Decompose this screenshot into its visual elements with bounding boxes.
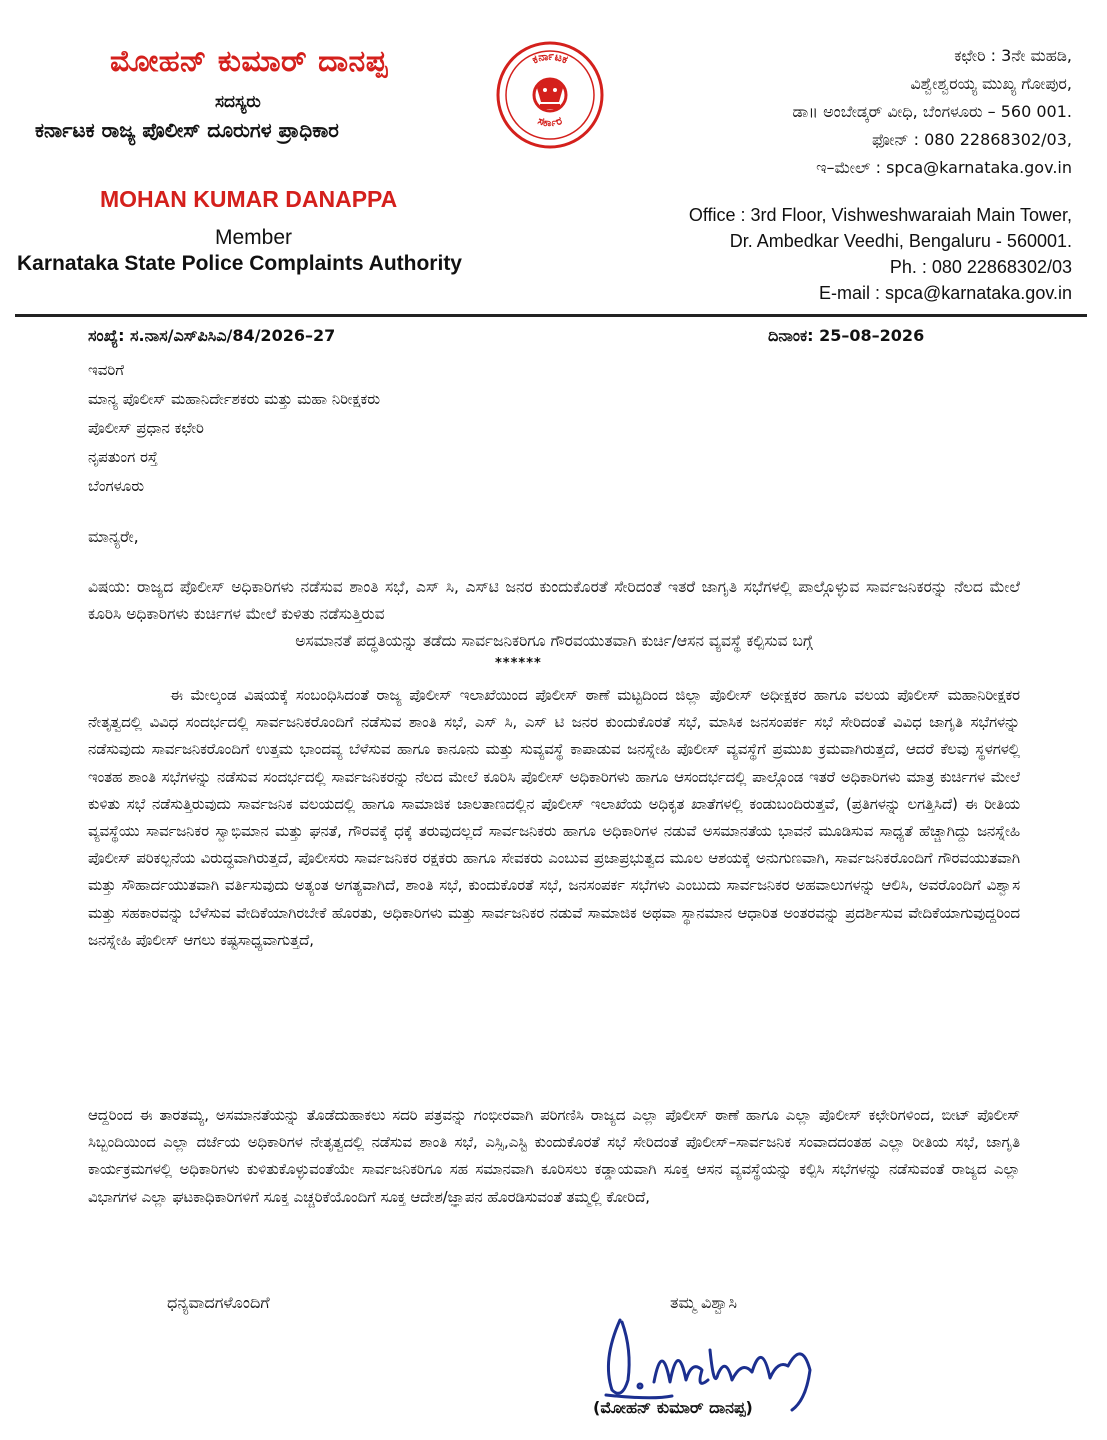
reference-number: ಸಂಖ್ಯೆ: ಸ.ನಾಸ/ಎಸ್‌ಪಿಸಿಎ/84/2026–27: [88, 326, 336, 345]
salutation: ಮಾನ್ಯರೇ,: [88, 527, 139, 546]
body-paragraph-2: ಆದ್ದರಿಂದ ಈ ತಾರತಮ್ಯ, ಅಸಮಾನತೆಯನ್ನು ತೊಡೆದುಹಾಕಲು ಸದರಿ ಪತ್ರವನ್ನು ಗಂಭೀರವಾಗಿ ಪರಿಗಣಿಸಿ ರಾಜ್ಯದ ಎಲ್ಲಾ ಪೊಲೀಸ್ ಠಾಣೆ ಹಾಗೂ ಎಲ್ಲಾ ಪೊಲೀಸ್ ಕಛೇರಿಗಳಿಂದ, ಬೀಟ್ ಪೊಲೀಸ್ ಸಿಬ್ಬಂದಿಯಿಂದ ಎಲ್ಲಾ ದರ್ಜೆಯ ಅಧಿಕಾರಿಗಳ ನೇತೃತ್ವದಲ್ಲಿ ನಡೆಸುವ ಶಾಂತಿ ಸಭೆ, ಎಸ್ಸಿ,ಎಸ್ಟಿ ಕುಂದುಕೊರತೆ ಸಭೆ ಸೇರಿದಂತೆ ಪೊಲೀಸ್–ಸಾರ್ವಜನಿಕ ಸಂವಾದದಂತಹ ಎಲ್ಲಾ ರೀತಿಯ ಸಭೆ, ಜಾಗೃತಿ ಕಾರ್ಯಕ್ರಮಗಳಲ್ಲಿ ಅಧಿಕಾರಿಗಳು ಕುಳಿತುಕೊಳ್ಳುವಂತೆಯೇ ಸಾರ್ವಜನಿಕರಿಗೂ ಸಹ ಸಮಾನವಾಗಿ ಕೂರಿಸಲು ಕಡ್ಡಾಯವಾಗಿ ಸೂಕ್ತ ಆಸನ ವ್ಯವಸ್ಥೆಯನ್ನು ಕಲ್ಪಿಸಿ ಸಭೆಗಳನ್ನು ನಡೆಸುವಂತೆ ರಾಜ್ಯದ ಎಲ್ಲಾ ವಿಭಾಗಗಳ ಎಲ್ಲಾ ಘಟಕಾಧಿಕಾರಿಗಳಿಗೆ ಸೂಕ್ತ ಎಚ್ಚರಿಕೆಯೊಂದಿಗೆ ಸೂಕ್ತ ಆದೇಶ/ಜ್ಞಾಪನ ಹೊರಡಿಸುವಂತೆ ತಮ್ಮಲ್ಲಿ ಕೋರಿದೆ,: [88, 1107, 1020, 1206]
recipient-line: ನೃಪತುಂಗ ರಸ್ತೆ: [88, 448, 158, 466]
closing-yours: ತಮ್ಮ ವಿಶ್ವಾಸಿ: [670, 1293, 738, 1312]
recipient-line: ಪೊಲೀಸ್ ಪ್ರಧಾನ ಕಛೇರಿ: [88, 419, 204, 437]
member-role-kannada: ಸದಸ್ಯರು: [215, 92, 261, 112]
address-line: ಡಾ॥ ಅಂಬೇಡ್ಕರ್ ವೀಧಿ, ಬೆಂಗಳೂರು – 560 001.: [792, 102, 1072, 121]
closing-thanks: ಧನ್ಯವಾದಗಳೊಂದಿಗೆ: [167, 1293, 270, 1312]
recipient-block: [88, 356, 380, 501]
address-line: ವಿಶ್ವೇಶ್ವರಯ್ಯ ಮುಖ್ಯ ಗೋಪುರ,: [910, 74, 1072, 93]
letterhead-divider: [15, 314, 1087, 317]
member-name-english: MOHAN KUMAR DANAPPA: [100, 186, 398, 212]
svg-text:ಸರ್ಕಾರ: [536, 114, 564, 129]
subject-text: ವಿಷಯ: ರಾಜ್ಯದ ಪೊಲೀಸ್ ಅಧಿಕಾರಿಗಳು ನಡೆಸುವ ಶಾಂತಿ ಸಭೆ, ಎಸ್ ಸಿ, ಎಸ್‌ಟಿ ಜನರ ಕುಂದುಕೊರತೆ ಸೇರಿದಂತೆ ಇತರೆ ಜಾಗೃತಿ ಸಭೆಗಳಲ್ಲಿ ಪಾಲ್ಗೊಳ್ಳುವ ಸಾರ್ವಜನಿಕರನ್ನು ನೆಲದ ಮೇಲೆ ಕೂರಿಸಿ ಅಧಿಕಾರಿಗಳು ಕುರ್ಚಿಗಳ ಮೇಲೆ ಕುಳಿತು ನಡೆಸುತ್ತಿರುವ: [88, 578, 1020, 623]
address-line: ಕಛೇರಿ : 3ನೇ ಮಹಡಿ,: [954, 46, 1072, 65]
authority-name-english: Karnataka State Police Complaints Authority: [17, 252, 462, 275]
subject-text-last-line: ಅಸಮಾನತೆ ಪದ್ಧತಿಯನ್ನು ತಡೆದು ಸಾರ್ವಜನಿಕರಿಗೂ ಗೌರವಯುತವಾಗಿ ಕುರ್ಚಿ/ಆಸನ ವ್ಯವಸ್ಥೆ ಕಲ್ಪಿಸುವ ಬಗ್ಗೆ: [295, 632, 813, 650]
phone-line: ಫೋನ್ : 080 22868302/03,: [871, 130, 1072, 149]
member-role-english: Member: [215, 226, 293, 249]
email-line: ಇ–ಮೇಲ್ : spca@karnataka.gov.in: [816, 158, 1072, 177]
recipient-line: ಮಾನ್ಯ ಪೊಲೀಸ್ ಮಹಾನಿರ್ದೇಶಕರು ಮತ್ತು ಮಹಾ ನಿರೀಕ್ಷಕರು: [88, 390, 380, 408]
seal-text-top: ಕರ್ನಾಟಕ: [530, 49, 570, 67]
address-line: Office : 3rd Floor, Vishweshwaraiah Main Tower,: [688, 205, 1072, 225]
subject-block: [88, 574, 1020, 655]
address-line: Dr. Ambedkar Veedhi, Bengaluru - 560001.: [729, 231, 1072, 251]
office-address-kannada: [792, 42, 1072, 182]
recipient-line: ಇವರಿಗೆ: [88, 361, 125, 379]
seal-text-bottom: ಸರ್ಕಾರ: [536, 114, 564, 130]
karnataka-government-seal-icon: [495, 40, 605, 150]
office-address-english: [689, 202, 1072, 306]
phone-line: Ph. : 080 22868302/03: [889, 257, 1072, 277]
authority-name-kannada: ಕರ್ನಾಟಕ ರಾಜ್ಯ ಪೊಲೀಸ್ ದೂರುಗಳ ಪ್ರಾಧಿಕಾರ: [35, 118, 339, 142]
member-name-kannada: ಮೋಹನ್ ಕುಮಾರ್ ದಾನಪ್ಪ: [110, 44, 388, 79]
svg-text:ಕರ್ನಾಟಕ: [530, 49, 569, 66]
email-line: E-mail : spca@karnataka.gov.in: [818, 283, 1072, 303]
recipient-line: ಬೆಂಗಳೂರು: [88, 477, 145, 495]
letter-date: ದಿನಾಂಕ: 25–08–2026: [768, 326, 925, 345]
body-paragraph-1: ಈ ಮೇಲ್ಕಂಡ ವಿಷಯಕ್ಕೆ ಸಂಬಂಧಿಸಿದಂತೆ ರಾಜ್ಯ ಪೊಲೀಸ್ ಇಲಾಖೆಯಿಂದ ಪೊಲೀಸ್ ಠಾಣೆ ಮಟ್ಟದಿಂದ ಜಿಲ್ಲಾ ಪೊಲೀಸ್ ಅಧೀಕ್ಷಕರ ಹಾಗೂ ವಲಯ ಪೊಲೀಸ್ ಮಹಾನಿರೀಕ್ಷಕರ ನೇತೃತ್ವದಲ್ಲಿ ವಿವಿಧ ಸಂದರ್ಭದಲ್ಲಿ ಸಾರ್ವಜನಿಕರೊಂದಿಗೆ ನಡೆಸುವ ಶಾಂತಿ ಸಭೆ, ಎಸ್ ಸಿ, ಎಸ್ ಟಿ ಜನರ ಕುಂದುಕೊರತೆ ಸಭೆ, ಮಾಸಿಕ ಜನಸಂಪರ್ಕ ಸಭೆ ಸೇರಿದಂತೆ ವಿವಿಧ ಜಾಗೃತಿ ಸಭೆಗಳನ್ನು ನಡೆಸುವುದು ಸಾರ್ವಜನಿಕರೊಂದಿಗೆ ಉತ್ತಮ ಭಾಂದವ್ಯ ಬೆಳೆಸುವ ಹಾಗೂ ಕಾನೂನು ಮತ್ತು ಸುವ್ಯವಸ್ಥೆ ಕಾಪಾಡುವ ಜನಸ್ನೇಹಿ ಪೊಲೀಸ್ ವ್ಯವಸ್ಥೆಗೆ ಪ್ರಮುಖ ಕ್ರಮವಾಗಿರುತ್ತದೆ, ಆದರೆ ಕೆಲವು ಸ್ಥಳಗಳಲ್ಲಿ ಇಂತಹ ಶಾಂತಿ ಸಭೆಗಳನ್ನು ನಡೆಸುವ ಸಂದರ್ಭದಲ್ಲಿ ಸಾರ್ವಜನಿಕರನ್ನು ನೆಲದ ಮೇಲೆ ಕೂರಿಸಿ ಪೊಲೀಸ್ ಅಧಿಕಾರಿಗಳು ಹಾಗೂ ಆಸಂದರ್ಭದಲ್ಲಿ ಪಾಲ್ಗೊಂಡ ಇತರೆ ಅಧಿಕಾರಿಗಳು ಮಾತ್ರ ಕುರ್ಚಿಗಳ ಮೇಲೆ ಕುಳಿತು ಸಭೆ ನಡೆಸುತ್ತಿರುವುದು ಸಾರ್ವಜನಿಕ ವಲಯದಲ್ಲಿ ಹಾಗೂ ಸಾಮಾಜಿಕ ಜಾಲತಾಣದಲ್ಲಿನ ಪೊಲೀಸ್ ಇಲಾಖೆಯ ಅಧಿಕೃತ ಖಾತೆಗಳಲ್ಲಿ ಕಂಡುಬಂದಿರುತ್ತವೆ, (ಪ್ರತಿಗಳನ್ನು ಲಗತ್ತಿಸಿದೆ) ಈ ರೀತಿಯ ವ್ಯವಸ್ಥೆಯು ಸಾರ್ವಜನಿಕರ ಸ್ವಾಭಿಮಾನ ಮತ್ತು ಘನತೆ, ಗೌರವಕ್ಕೆ ಧಕ್ಕೆ ತರುವುದಲ್ಲದೆ ಸಾರ್ವಜನಿಕರು ಹಾಗೂ ಅಧಿಕಾರಿಗಳ ನಡುವೆ ಅಸಮಾನತೆಯ ಭಾವನೆ ಮೂಡಿಸುವ ಸಾಧ್ಯತೆ ಹೆಚ್ಚಾಗಿದ್ದು ಜನಸ್ನೇಹಿ ಪೊಲೀಸ್ ಪರಿಕಲ್ಪನೆಯ ವಿರುದ್ಧವಾಗಿರುತ್ತದೆ, ಪೊಲೀಸರು ಸಾರ್ವಜನಿಕರ ರಕ್ಷಕರು ಹಾಗೂ ಸೇವಕರು ಎಂಬುವ ಪ್ರಜಾಪ್ರಭುತ್ವದ ಮೂಲ ಆಶಯಕ್ಕೆ ಅನುಗುಣವಾಗಿ, ಸಾರ್ವಜನಿಕರೊಂದಿಗೆ ಗೌರವಯುತವಾಗಿ ಮತ್ತು ಸೌಹಾರ್ದಯುತವಾಗಿ ವರ್ತಿಸುವುದು ಅತ್ಯಂತ ಅಗತ್ಯವಾಗಿದೆ, ಶಾಂತಿ ಸಭೆ, ಕುಂದುಕೊರತೆ ಸಭೆ, ಜನಸಂಪರ್ಕ ಸಭೆಗಳು ಎಂಬುದು ಸಾರ್ವಜನಿಕರ ಅಹವಾಲುಗಳನ್ನು ಆಲಿಸಿ, ಅವರೊಂದಿಗೆ ವಿಶ್ವಾಸ ಮತ್ತು ಸಹಕಾರವನ್ನು ಬೆಳೆಸುವ ವೇದಿಕೆಯಾಗಿರಬೇಕೆ ಹೊರತು, ಅಧಿಕಾರಿಗಳು ಮತ್ತು ಸಾರ್ವಜನಿಕರ ನಡುವೆ ಸಾಮಾಜಿಕ ಅಥವಾ ಸ್ಥಾನಮಾನ ಆಧಾರಿತ ಅಂತರವನ್ನು ಪ್ರದರ್ಶಿಸುವ ವೇದಿಕೆಯಾಗುವುದ್ದರಿಂದ ಜನಸ್ನೇಹಿ ಪೊಲೀಸ್ ಆಗಲು ಕಷ್ಟಸಾಧ್ಯವಾಗುತ್ತದೆ,: [88, 687, 1020, 949]
signatory-name: (ಮೋಹನ್ ಕುಮಾರ್ ದಾನಪ್ಪ): [593, 1398, 753, 1417]
subject-separator: ******: [495, 656, 542, 671]
